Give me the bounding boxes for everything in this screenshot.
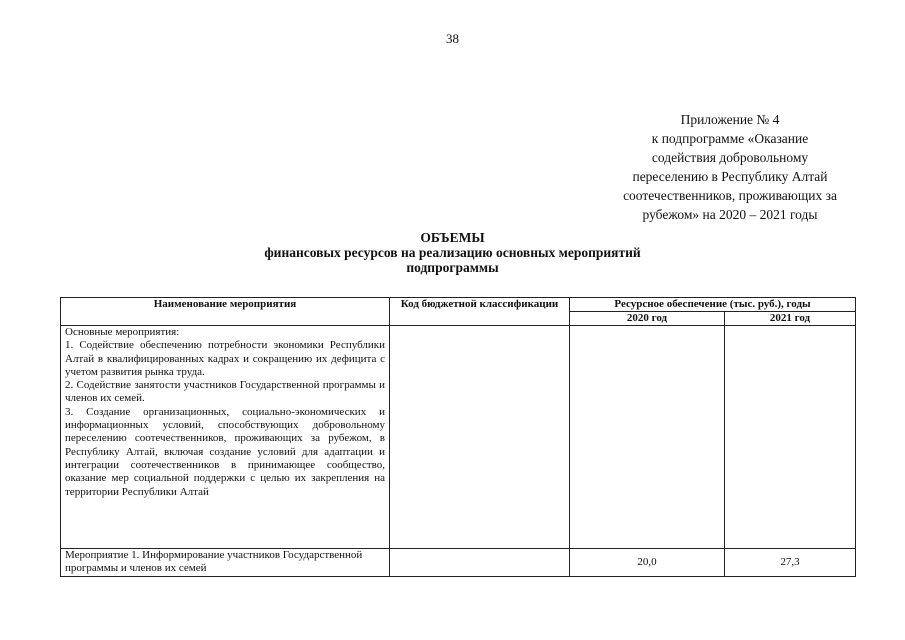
document-title [0,230,905,275]
header-resources: Ресурсное обеспечение (тыс. руб.), годы [570,298,856,312]
activity-paragraph: 1. Содействие обеспечению потребности экономики Республики Алтай в квалифицированных кадрах и сокращению их дефицита с учетом развития рынка труда. [65,339,385,378]
code-cell [390,549,570,577]
appendix-line: Приложение № 4 [680,112,780,127]
title-line-1: ОБЪЕМЫ [420,230,485,245]
activity-paragraph: 2. Содействие занятости участников Государственной программы и членов их семей. [65,379,385,405]
value-2021-cell [725,326,856,549]
header-activity: Наименование мероприятия [61,298,390,326]
value-2020-cell: 20,0 [570,549,725,577]
activity-paragraph: Мероприятие 1. Информирование участников Государственной программы и членов их семей [65,549,363,575]
table-row [61,549,856,577]
appendix-line: к подпрограмме «Оказание [651,131,809,146]
activity-paragraph: 3. Создание организационных, социально-экономических и информационных условий, способствующих добровольному переселению соотечественников, проживающих за рубежом, в Республику Алтай, включая создание условий для адаптации и интеграции соотечественников в принимающее сообщество, оказание мер социальной поддержки с целью их закрепления на территории Республики Алтай [65,405,385,498]
code-cell [390,326,570,549]
title-line-2: финансовых ресурсов на реализацию основных мероприятий [264,245,641,260]
appendix-line: содействия добровольному [651,150,809,165]
value-2020-cell [570,326,725,549]
title-line-3: подпрограммы [406,260,499,275]
appendix-line: рубежом» на 2020 – 2021 годы [642,207,818,222]
header-year-2021: 2021 год [725,312,856,326]
activity-paragraph: Основные мероприятия: [65,326,180,338]
table-row [61,326,856,549]
appendix-line: соотечественников, проживающих за [623,188,837,203]
activity-cell [61,326,390,549]
value-2021-cell: 27,3 [725,549,856,577]
appendix-line: переселению в Республику Алтай [632,169,828,184]
page-number: 38 [446,31,459,46]
activity-cell [61,549,390,577]
funding-table [60,297,856,577]
appendix-caption [585,110,875,224]
header-year-2020: 2020 год [570,312,725,326]
header-code: Код бюджетной классификации [390,298,570,326]
